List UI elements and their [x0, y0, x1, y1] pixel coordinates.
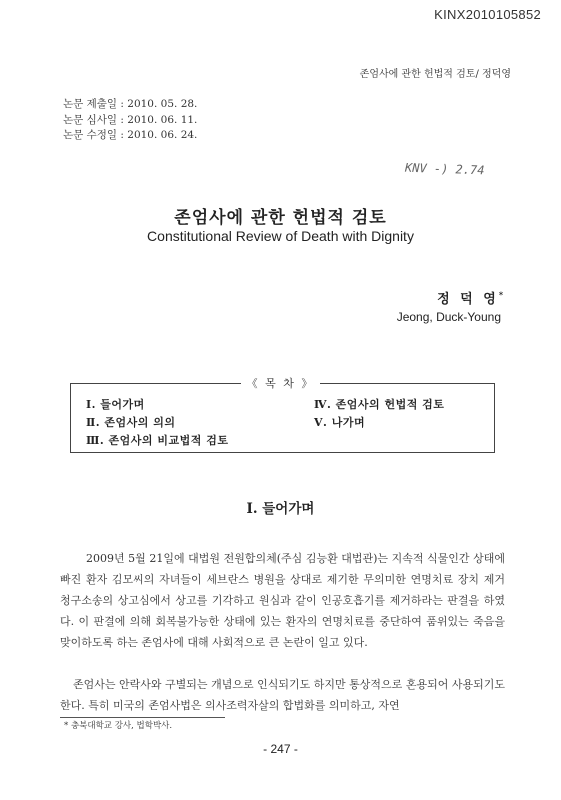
toc-item-3: Ⅲ. 존엄사의 비교법적 검토 [86, 434, 229, 447]
toc-item-2: Ⅱ. 존엄사의 의의 [86, 416, 176, 429]
date-revised: 논문 수정일 : 2010. 06. 24. [63, 129, 198, 141]
body-paragraph-1: 2009년 5월 21일에 대법원 전원합의체(주심 김능환 대법관)는 지속적 식물인간 상태에 빠진 환자 김모씨의 자녀들이 세브란스 병원을 상대로 제기한 무의미한 연명치료 장치 제거 청구소송의 상고심에서 상고를 기각하고 원심과 같이 인공호흡기를 제거하라는 판결을 하였다. 이 판결에 의해 회복불가능한 상태에 있는 환자의 연명치료를 중단하여 품위있는 죽음을 맞이하도록 하는 존엄사에 대해 사회적으로 큰 논란이 일고 있다. [60, 552, 505, 649]
toc-item-1: Ⅰ. 들어가며 [86, 398, 145, 411]
title-korean: 존엄사에 관한 헌법적 검토 [174, 208, 387, 228]
footnote: * 충북대학교 강사, 법학박사. [64, 721, 173, 731]
running-head: 존엄사에 관한 헌법적 검토/ 정덕영 [359, 69, 511, 80]
author-korean [437, 288, 506, 307]
toc-item-4: Ⅳ. 존엄사의 헌법적 검토 [314, 398, 445, 411]
body-paragraph-2: 존엄사는 안락사와 구별되는 개념으로 인식되기도 하지만 통상적으로 혼용되어 사용되기도 한다. 특히 미국의 존엄사법은 의사조력자살의 합법화를 의미하고, 자연 [60, 678, 505, 712]
author-name-ko: 정 덕 영 [437, 292, 499, 307]
submission-dates [63, 97, 197, 144]
author-footnote-mark: * [498, 289, 506, 300]
handwritten-note: KNV -) 2.74 [404, 160, 485, 178]
toc-heading [0, 375, 561, 391]
page-number: - 247 - [263, 742, 298, 756]
date-submitted: 논문 제출일 : 2010. 05. 28. [63, 98, 198, 110]
document-id: KINX2010105852 [434, 7, 541, 22]
title-english: Constitutional Review of Death with Dignity [147, 228, 414, 244]
section-heading: Ⅰ. 들어가며 [246, 501, 315, 517]
toc-item-5: Ⅴ. 나가며 [314, 416, 366, 429]
toc-heading-text: 《 목 차 》 [241, 377, 321, 390]
footnote-divider [60, 717, 225, 718]
author-english: Jeong, Duck-Young [396, 310, 501, 324]
date-reviewed: 논문 심사일 : 2010. 06. 11. [63, 113, 198, 126]
table-of-contents [70, 383, 495, 453]
